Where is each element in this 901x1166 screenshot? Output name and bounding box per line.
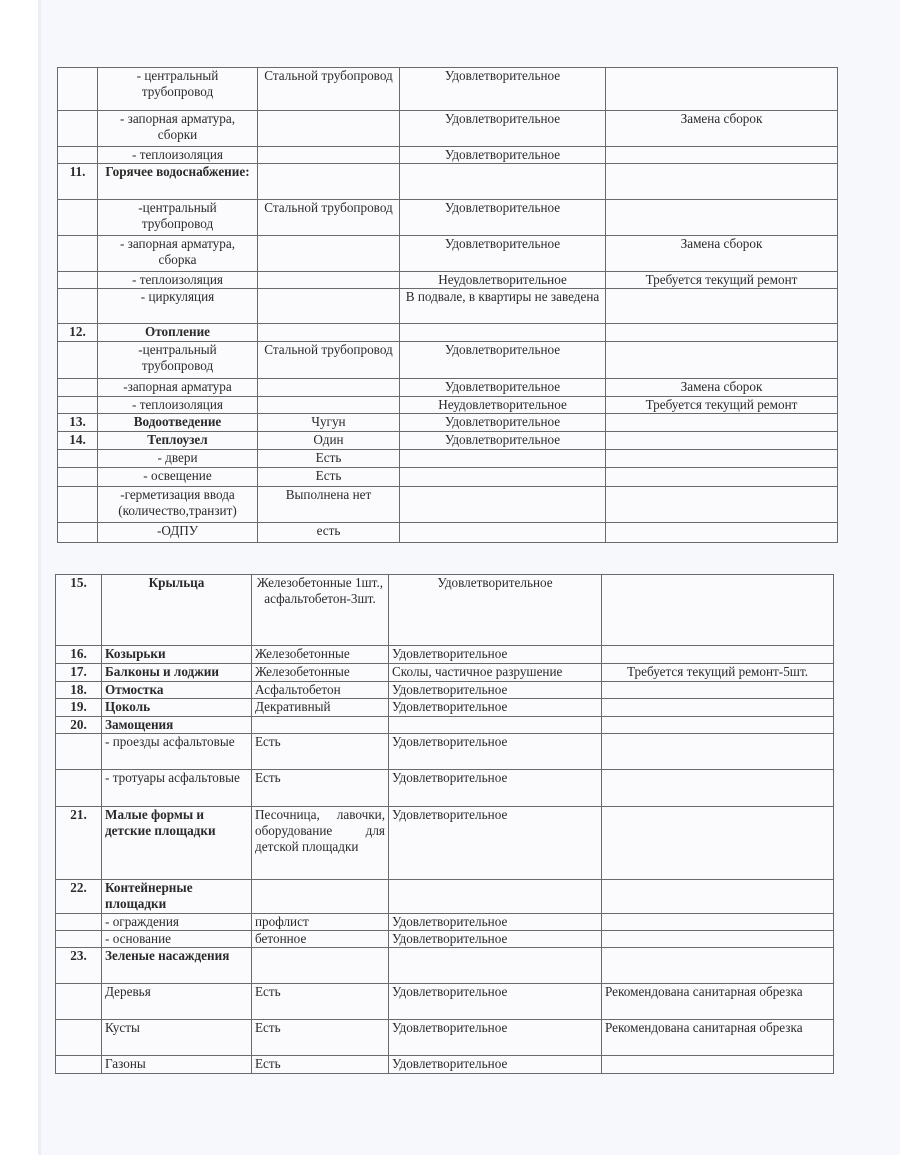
- recommendation-cell: [606, 523, 838, 543]
- row-number-cell: 22.: [56, 880, 102, 914]
- item-name-cell: Теплоузел: [98, 432, 258, 450]
- table-row: [56, 575, 834, 646]
- table-row: [56, 717, 834, 734]
- table-row: [58, 342, 838, 379]
- table-row: [58, 200, 838, 236]
- condition-cell: [389, 948, 602, 984]
- recommendation-cell: Требуется текущий ремонт: [606, 397, 838, 414]
- item-name-cell: - основание: [102, 931, 252, 948]
- condition-cell: [400, 468, 606, 487]
- row-number-cell: [56, 770, 102, 807]
- table-row: [58, 272, 838, 289]
- item-name-cell: Деревья: [102, 984, 252, 1020]
- condition-cell: В подвале, в квартиры не заведена: [400, 289, 606, 324]
- item-name-cell: -ОДПУ: [98, 523, 258, 543]
- row-number-cell: [56, 734, 102, 770]
- row-number-cell: [56, 1020, 102, 1056]
- material-cell: [252, 948, 389, 984]
- item-name-cell: Балконы и лоджии: [102, 664, 252, 682]
- item-name-cell: - теплоизоляция: [98, 397, 258, 414]
- recommendation-cell: [606, 414, 838, 432]
- row-number-cell: 11.: [58, 164, 98, 200]
- condition-cell: Удовлетворительное: [400, 68, 606, 111]
- table-row: [58, 432, 838, 450]
- condition-cell: Удовлетворительное: [389, 1020, 602, 1056]
- table-row: [58, 379, 838, 397]
- recommendation-cell: [602, 575, 834, 646]
- row-number-cell: [58, 468, 98, 487]
- condition-cell: Удовлетворительное: [400, 342, 606, 379]
- item-name-cell: - теплоизоляция: [98, 147, 258, 164]
- table-row: [58, 68, 838, 111]
- item-name-cell: Водоотведение: [98, 414, 258, 432]
- table-row: [56, 734, 834, 770]
- table-row: [56, 914, 834, 931]
- condition-cell: Удовлетворительное: [389, 699, 602, 717]
- table-row: [58, 164, 838, 200]
- item-name-cell: - запорная арматура, сборка: [98, 236, 258, 272]
- table-row: [56, 807, 834, 880]
- table-row: [56, 948, 834, 984]
- recommendation-cell: Требуется текущий ремонт-5шт.: [602, 664, 834, 682]
- recommendation-cell: [606, 289, 838, 324]
- recommendation-cell: [602, 717, 834, 734]
- material-cell: профлист: [252, 914, 389, 931]
- condition-cell: Неудовлетворительное: [400, 397, 606, 414]
- material-cell: Железобетонные 1шт., асфальтобетон-3шт.: [252, 575, 389, 646]
- material-cell: [258, 324, 400, 342]
- table-row: [56, 682, 834, 699]
- row-number-cell: [58, 342, 98, 379]
- recommendation-cell: [606, 342, 838, 379]
- condition-cell: Сколы, частичное разрушение: [389, 664, 602, 682]
- item-name-cell: - запорная арматура, сборки: [98, 111, 258, 147]
- item-name-cell: Зеленые насаждения: [102, 948, 252, 984]
- condition-cell: Удовлетворительное: [389, 931, 602, 948]
- condition-cell: Удовлетворительное: [389, 734, 602, 770]
- material-cell: [258, 111, 400, 147]
- condition-cell: Неудовлетворительное: [400, 272, 606, 289]
- material-cell: Есть: [258, 468, 400, 487]
- row-number-cell: [58, 236, 98, 272]
- material-cell: [258, 289, 400, 324]
- row-number-cell: [58, 523, 98, 543]
- table-row: [56, 646, 834, 664]
- material-cell: Чугун: [258, 414, 400, 432]
- item-name-cell: Малые формы и детские площадки: [102, 807, 252, 880]
- material-cell: Один: [258, 432, 400, 450]
- table-row: [56, 699, 834, 717]
- table-row: [58, 147, 838, 164]
- recommendation-cell: [606, 468, 838, 487]
- condition-cell: Удовлетворительное: [400, 414, 606, 432]
- recommendation-cell: Замена сборок: [606, 379, 838, 397]
- item-name-cell: Горячее водоснабжение:: [98, 164, 258, 200]
- table-row: [58, 450, 838, 468]
- item-name-cell: Козырьки: [102, 646, 252, 664]
- row-number-cell: 12.: [58, 324, 98, 342]
- material-cell: Есть: [252, 1056, 389, 1074]
- recommendation-cell: [606, 487, 838, 523]
- recommendation-cell: [606, 324, 838, 342]
- table-row: [56, 880, 834, 914]
- row-number-cell: [58, 272, 98, 289]
- recommendation-cell: [602, 646, 834, 664]
- condition-cell: [400, 523, 606, 543]
- item-name-cell: Замощения: [102, 717, 252, 734]
- material-cell: Декративный: [252, 699, 389, 717]
- material-cell: есть: [258, 523, 400, 543]
- condition-cell: Удовлетворительное: [400, 111, 606, 147]
- row-number-cell: 17.: [56, 664, 102, 682]
- table-row: [58, 523, 838, 543]
- condition-cell: Удовлетворительное: [400, 432, 606, 450]
- row-number-cell: [58, 397, 98, 414]
- condition-cell: Удовлетворительное: [389, 807, 602, 880]
- material-cell: Есть: [258, 450, 400, 468]
- material-cell: Стальной трубопровод: [258, 342, 400, 379]
- recommendation-cell: [606, 200, 838, 236]
- material-cell: [258, 236, 400, 272]
- row-number-cell: [58, 111, 98, 147]
- recommendation-cell: [606, 450, 838, 468]
- recommendation-cell: Рекомендована санитарная обрезка: [602, 1020, 834, 1056]
- row-number-cell: [56, 914, 102, 931]
- recommendation-cell: [602, 914, 834, 931]
- material-cell: [258, 147, 400, 164]
- table-row: [58, 397, 838, 414]
- material-cell: бетонное: [252, 931, 389, 948]
- table-row: [58, 468, 838, 487]
- recommendation-cell: [602, 931, 834, 948]
- inspection-table-exterior: [55, 574, 834, 1074]
- item-name-cell: Крыльца: [102, 575, 252, 646]
- recommendation-cell: [606, 68, 838, 111]
- recommendation-cell: [602, 1056, 834, 1074]
- material-cell: Железобетонные: [252, 664, 389, 682]
- row-number-cell: [58, 379, 98, 397]
- recommendation-cell: [606, 164, 838, 200]
- row-number-cell: [56, 1056, 102, 1074]
- condition-cell: Удовлетворительное: [389, 646, 602, 664]
- table-row: [56, 1020, 834, 1056]
- material-cell: Стальной трубопровод: [258, 68, 400, 111]
- item-name-cell: -центральный трубопровод: [98, 200, 258, 236]
- row-number-cell: [58, 450, 98, 468]
- row-number-cell: 14.: [58, 432, 98, 450]
- condition-cell: [389, 880, 602, 914]
- material-cell: [252, 880, 389, 914]
- row-number-cell: 16.: [56, 646, 102, 664]
- item-name-cell: -центральный трубопровод: [98, 342, 258, 379]
- item-name-cell: - циркуляция: [98, 289, 258, 324]
- table-row: [56, 984, 834, 1020]
- row-number-cell: [56, 984, 102, 1020]
- recommendation-cell: [602, 948, 834, 984]
- recommendation-cell: [602, 880, 834, 914]
- item-name-cell: Отопление: [98, 324, 258, 342]
- item-name-cell: Контейнерные площадки: [102, 880, 252, 914]
- material-cell: Есть: [252, 734, 389, 770]
- material-cell: Стальной трубопровод: [258, 200, 400, 236]
- condition-cell: [389, 717, 602, 734]
- page-edge-shadow: [38, 0, 41, 1155]
- recommendation-cell: [606, 432, 838, 450]
- table-row: [56, 931, 834, 948]
- material-cell: Песочница, лавочки, оборудование для детской площадки: [252, 807, 389, 880]
- row-number-cell: 19.: [56, 699, 102, 717]
- item-name-cell: -герметизация ввода (количество,транзит): [98, 487, 258, 523]
- table-row: [56, 1056, 834, 1074]
- material-cell: Есть: [252, 770, 389, 807]
- row-number-cell: 15.: [56, 575, 102, 646]
- row-number-cell: 13.: [58, 414, 98, 432]
- table-row: [58, 487, 838, 523]
- condition-cell: Удовлетворительное: [389, 682, 602, 699]
- item-name-cell: Цоколь: [102, 699, 252, 717]
- table-row: [58, 236, 838, 272]
- recommendation-cell: Требуется текущий ремонт: [606, 272, 838, 289]
- condition-cell: Удовлетворительное: [389, 770, 602, 807]
- item-name-cell: - теплоизоляция: [98, 272, 258, 289]
- condition-cell: Удовлетворительное: [389, 575, 602, 646]
- recommendation-cell: [606, 147, 838, 164]
- material-cell: [252, 717, 389, 734]
- material-cell: Есть: [252, 1020, 389, 1056]
- row-number-cell: 20.: [56, 717, 102, 734]
- material-cell: Есть: [252, 984, 389, 1020]
- item-name-cell: Отмостка: [102, 682, 252, 699]
- table-row: [58, 111, 838, 147]
- recommendation-cell: Замена сборок: [606, 236, 838, 272]
- table-row: [56, 770, 834, 807]
- row-number-cell: [58, 147, 98, 164]
- row-number-cell: [58, 487, 98, 523]
- item-name-cell: - проезды асфальтовые: [102, 734, 252, 770]
- table-row: [58, 414, 838, 432]
- item-name-cell: - освещение: [98, 468, 258, 487]
- row-number-cell: [58, 200, 98, 236]
- item-name-cell: Кусты: [102, 1020, 252, 1056]
- item-name-cell: - центральный трубопровод: [98, 68, 258, 111]
- recommendation-cell: [602, 734, 834, 770]
- material-cell: Выполнена нет: [258, 487, 400, 523]
- recommendation-cell: [602, 699, 834, 717]
- inspection-table-utilities: [57, 67, 838, 543]
- material-cell: Асфальтобетон: [252, 682, 389, 699]
- recommendation-cell: [602, 682, 834, 699]
- recommendation-cell: Рекомендована санитарная обрезка: [602, 984, 834, 1020]
- table-row: [56, 664, 834, 682]
- item-name-cell: - двери: [98, 450, 258, 468]
- condition-cell: Удовлетворительное: [389, 1056, 602, 1074]
- condition-cell: [400, 324, 606, 342]
- row-number-cell: 23.: [56, 948, 102, 984]
- recommendation-cell: Замена сборок: [606, 111, 838, 147]
- condition-cell: [400, 450, 606, 468]
- condition-cell: Удовлетворительное: [389, 914, 602, 931]
- condition-cell: [400, 164, 606, 200]
- row-number-cell: [56, 931, 102, 948]
- condition-cell: Удовлетворительное: [400, 147, 606, 164]
- condition-cell: Удовлетворительное: [389, 984, 602, 1020]
- row-number-cell: 18.: [56, 682, 102, 699]
- recommendation-cell: [602, 807, 834, 880]
- row-number-cell: [58, 68, 98, 111]
- table-row: [58, 289, 838, 324]
- item-name-cell: -запорная арматура: [98, 379, 258, 397]
- condition-cell: Удовлетворительное: [400, 379, 606, 397]
- item-name-cell: Газоны: [102, 1056, 252, 1074]
- material-cell: Железобетонные: [252, 646, 389, 664]
- condition-cell: [400, 487, 606, 523]
- recommendation-cell: [602, 770, 834, 807]
- row-number-cell: [58, 289, 98, 324]
- row-number-cell: 21.: [56, 807, 102, 880]
- material-cell: [258, 164, 400, 200]
- material-cell: [258, 397, 400, 414]
- table-row: [58, 324, 838, 342]
- material-cell: [258, 379, 400, 397]
- condition-cell: Удовлетворительное: [400, 236, 606, 272]
- condition-cell: Удовлетворительное: [400, 200, 606, 236]
- item-name-cell: - тротуары асфальтовые: [102, 770, 252, 807]
- item-name-cell: - ограждения: [102, 914, 252, 931]
- material-cell: [258, 272, 400, 289]
